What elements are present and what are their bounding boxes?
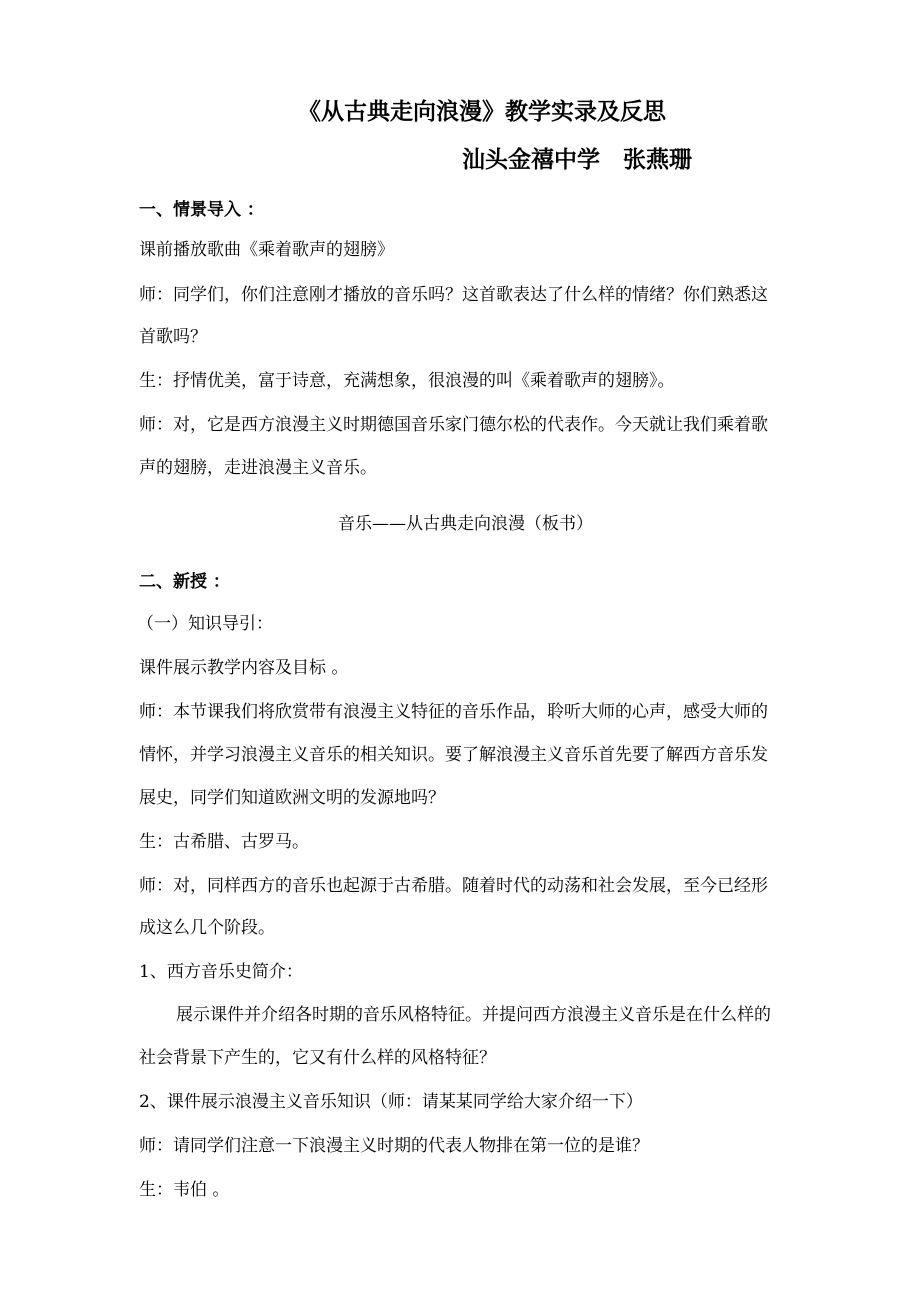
paragraph-line: 课前播放歌曲《乘着歌声的翅膀》 (139, 240, 394, 260)
paragraph-line: 展示课件并介绍各时期的音乐风格特征。并提问西方浪漫主义音乐是在什么样的 (176, 1005, 771, 1025)
paragraph-line: 生：抒情优美，富于诗意，充满想象，很浪漫的叫《乘着歌声的翅膀》。 (139, 371, 675, 391)
section-heading-intro: 一、情景导入 ： (139, 200, 264, 220)
document-author: 汕头金禧中学 张燕珊 (462, 146, 692, 173)
paragraph-line: 情怀，并学习浪漫主义音乐的相关知识。要了解浪漫主义音乐首先要了解西方音乐发 (139, 745, 768, 765)
paragraph-line: 师：本节课我们将欣赏带有浪漫主义特征的音乐作品，聆听大师的心声，感受大师的 (139, 702, 768, 722)
paragraph-line: 社会背景下产生的，它又有什么样的风格特征？ (139, 1048, 496, 1068)
paragraph-line: 师：同学们，你们注意刚才播放的音乐吗？这首歌表达了什么样的情绪？你们熟悉这 (139, 285, 768, 305)
subsection-heading: （一）知识导引： (137, 614, 273, 634)
section-heading-new-lesson: 二、新授 ： (139, 572, 230, 592)
paragraph-line: 声的翅膀，走进浪漫主义音乐。 (139, 458, 377, 478)
paragraph-line: 师：对，它是西方浪漫主义时期德国音乐家门德尔松的代表作。今天就让我们乘着歌 (139, 415, 768, 435)
paragraph-line: 首歌吗？ (139, 327, 207, 347)
subsection-heading: 2、课件展示浪漫主义音乐知识（师：请某某同学给大家介绍一下） (139, 1092, 643, 1112)
paragraph-line: 生：韦伯 。 (139, 1180, 230, 1200)
paragraph-line: 展史，同学们知道欧洲文明的发源地吗？ (139, 788, 445, 808)
paragraph-line: 课件展示教学内容及目标 。 (139, 658, 349, 678)
paragraph-line: 生：古希腊、古罗马。 (139, 832, 309, 852)
blackboard-note: 音乐——从古典走向浪漫（板书） (338, 514, 593, 534)
paragraph-line: 师：请同学们注意一下浪漫主义时期的代表人物排在第一位的是谁？ (139, 1136, 649, 1156)
paragraph-line: 师：对，同样西方的音乐也起源于古希腊。随着时代的动荡和社会发展，至今已经形 (139, 876, 768, 896)
paragraph-line: 成这么几个阶段。 (139, 918, 275, 938)
document-title: 《从古典走向浪漫》教学实录及反思 (298, 98, 666, 125)
subsection-heading: 1、西方音乐史简介： (139, 962, 303, 982)
